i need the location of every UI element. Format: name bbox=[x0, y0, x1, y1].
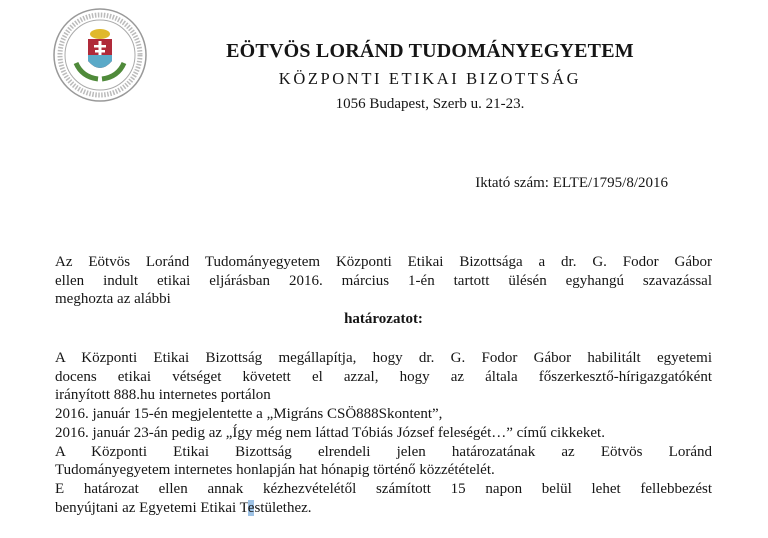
intro-line: meghozta az alábbi bbox=[55, 291, 171, 307]
text: stülethez. bbox=[254, 500, 312, 516]
body-line: E határozat ellen annak kézhezvételétől számított 15 napon belül lehet fellebbezést bbox=[55, 481, 712, 497]
body-line: 2016. január 23-án pedig az „Így még nem láttad Tóbiás József feleségét…” című cikkeket. bbox=[55, 425, 605, 441]
text: benyújtani az Egyetemi Etikai T bbox=[55, 500, 248, 516]
body-line: A Központi Etikai Bizottság elrendeli jelen határozatának az Eötvös Loránd bbox=[55, 444, 712, 460]
intro-line: Az Eötvös Loránd Tudományegyetem Központi Etikai Bizottsága a dr. G. Fodor Gábor bbox=[55, 254, 712, 270]
address: 1056 Budapest, Szerb u. 21-23. bbox=[335, 96, 525, 112]
body-line: 2016. január 15-én megjelentette a „Migráns CSÖ888Skontent”, bbox=[55, 406, 443, 422]
intro-line: ellen indult etikai eljárásban 2016. március 1-én tartott ülésén egyhangú szavazással bbox=[55, 273, 712, 289]
body-line: docens etikai vétséget követett el azzal, hogy az általa főszerkesztő-hírigazgatóként bbox=[55, 369, 712, 385]
decision-heading: határozatot: bbox=[344, 311, 423, 327]
text-cursor-selection[interactable]: e bbox=[247, 500, 255, 516]
body-line: irányított 888.hu internetes portálon bbox=[55, 387, 271, 403]
reference-number: Iktató szám: ELTE/1795/8/2016 bbox=[475, 175, 668, 191]
body-line: Tudományegyetem internetes honlapján hat hónapig történő közzétételét. bbox=[55, 462, 495, 478]
committee-name: KÖZPONTI ETIKAI BIZOTTSÁG bbox=[278, 69, 582, 88]
body-line-last bbox=[55, 500, 712, 517]
university-seal-logo bbox=[52, 7, 148, 103]
body-line: A Központi Etikai Bizottság megállapítja, hogy dr. G. Fodor Gábor habilitált egyetemi bbox=[55, 350, 712, 366]
university-name: EÖTVÖS LORÁND TUDOMÁNYEGYETEM bbox=[226, 40, 634, 62]
